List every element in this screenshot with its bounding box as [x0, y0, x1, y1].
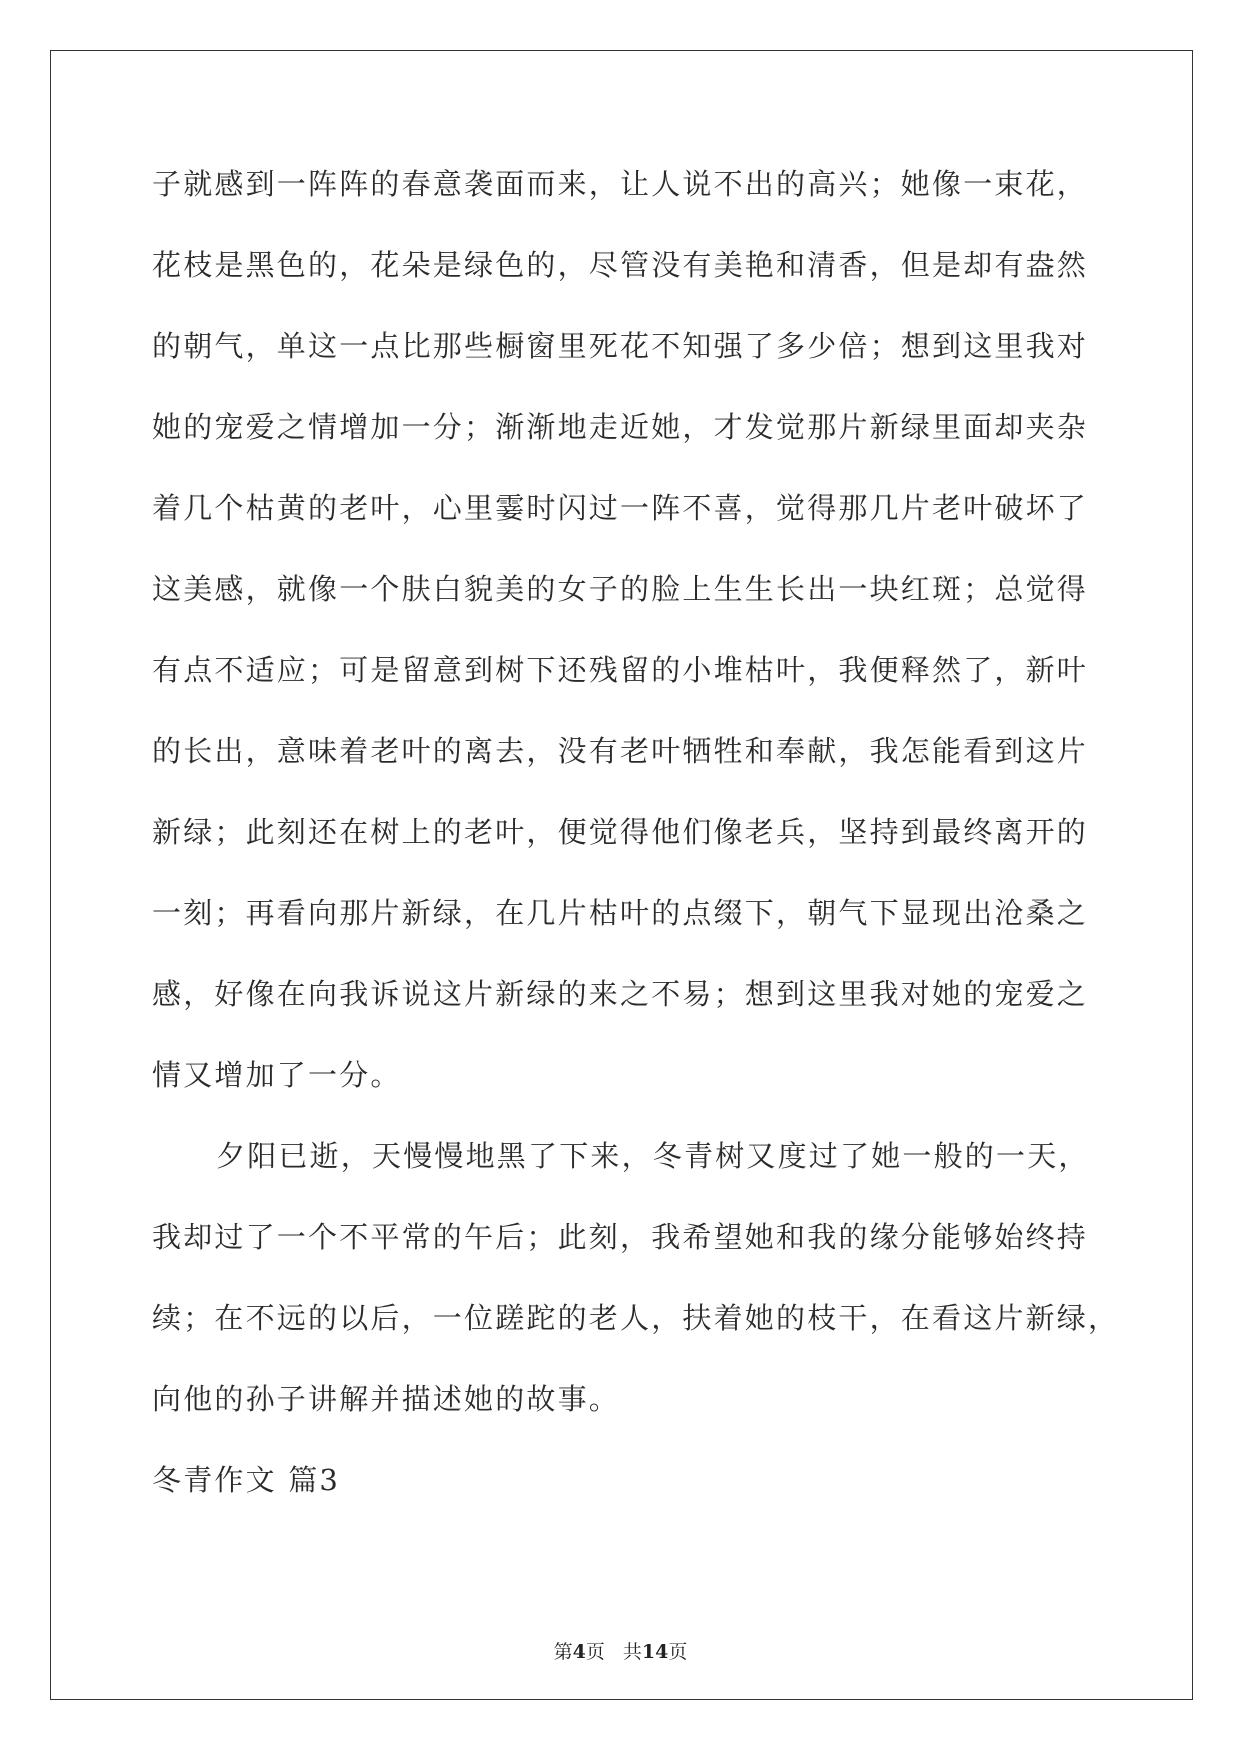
text-line: 向他的孙子讲解并描述她的故事。 [152, 1382, 621, 1416]
text-line: 新绿；此刻还在树上的老叶，便觉得他们像老兵，坚持到最终离开的 [152, 815, 1089, 849]
footer-total-suffix: 页 [668, 1641, 688, 1663]
text-line: 情又增加了一分。 [152, 1058, 402, 1092]
text-line: 着几个枯黄的老叶，心里霎时闪过一阵不喜，觉得那几片老叶破坏了 [152, 491, 1089, 525]
text-line: 我却过了一个不平常的午后；此刻，我希望她和我的缘分能够始终持 [152, 1220, 1089, 1254]
text-line: 一刻；再看向那片新绿，在几片枯叶的点缀下，朝气下显现出沧桑之 [152, 896, 1089, 930]
text-line: 的长出，意味着老叶的离去，没有老叶牺牲和奉献，我怎能看到这片 [152, 734, 1089, 768]
text-line: 续；在不远的以后，一位蹉跎的老人，扶着她的枝干，在看这片新绿， [152, 1301, 1120, 1335]
current-page-number: 4 [572, 1641, 586, 1663]
body-text [152, 164, 1152, 1541]
text-line: 子就感到一阵阵的春意袭面而来，让人说不出的高兴；她像一束花， [152, 167, 1089, 201]
page-footer [0, 1637, 1241, 1664]
text-line: 花枝是黑色的，花朵是绿色的，尽管没有美艳和清香，但是却有盎然 [152, 248, 1089, 282]
text-line: 的朝气，单这一点比那些橱窗里死花不知强了多少倍；想到这里我对 [152, 329, 1089, 363]
text-line: 感，好像在向我诉说这片新绿的来之不易；想到这里我对她的宠爱之 [152, 977, 1089, 1011]
paragraph-start-line: 夕阳已逝，天慢慢地黑了下来，冬青树又度过了她一般的一天， [216, 1139, 1090, 1173]
footer-total-prefix: 共 [622, 1641, 642, 1663]
text-line: 有点不适应；可是留意到树下还残留的小堆枯叶，我便释然了，新叶 [152, 653, 1089, 687]
section-heading: 冬青作文 篇3 [152, 1463, 341, 1497]
text-line: 这美感，就像一个肤白貌美的女子的脸上生生长出一块红斑；总觉得 [152, 572, 1089, 606]
text-line: 她的宠爱之情增加一分；渐渐地走近她，才发觉那片新绿里面却夹杂 [152, 410, 1089, 444]
footer-prefix: 第 [553, 1641, 573, 1663]
footer-page-word: 页 [585, 1641, 605, 1663]
total-pages-number: 14 [641, 1641, 669, 1663]
